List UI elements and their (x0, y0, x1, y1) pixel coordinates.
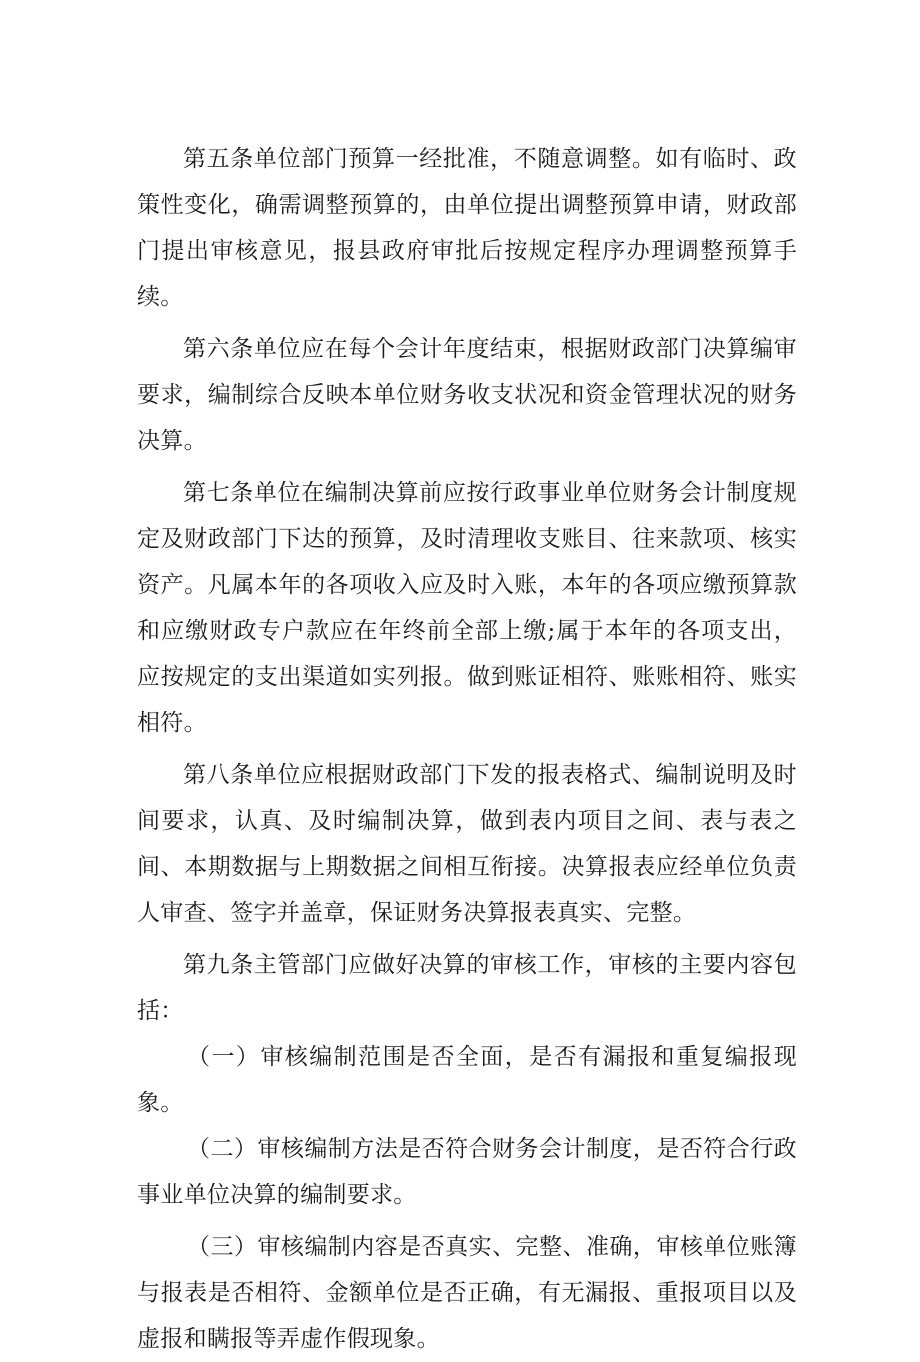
article-8-paragraph: 第八条单位应根据财政部门下发的报表格式、编制说明及时间要求，认真、及时编制决算，做到表内项目之间、表与表之间、本期数据与上期数据之间相互衔接。决算报表应经单位负责人审查、签字并盖章，保证财务决算报表真实、完整。 (137, 762, 797, 926)
article-7-paragraph: 第七条单位在编制决算前应按行政事业单位财务会计制度规定及财政部门下达的预算，及时清理收支账目、往来款项、核实资产。凡属本年的各项收入应及时入账，本年的各项应缴预算款和应缴财政专户款应在年终前全部上缴;属于本年的各项支出，应按规定的支出渠道如实列报。做到账证相符、账账相符、账实相符。 (137, 480, 797, 736)
article-5-paragraph: 第五条单位部门预算一经批准，不随意调整。如有临时、政策性变化，确需调整预算的，由单位提出调整预算申请，财政部门提出审核意见，报县政府审批后按规定程序办理调整预算手续。 (137, 146, 797, 310)
article-9-paragraph: 第九条主管部门应做好决算的审核工作，审核的主要内容包括： (137, 952, 797, 1024)
article-9-item-3: （三）审核编制内容是否真实、完整、准确，审核单位账簿与报表是否相符、金额单位是否正确，有无漏报、重报项目以及虚报和瞒报等弄虚作假现象。 (137, 1234, 797, 1352)
article-9-item-1: （一）审核编制范围是否全面，是否有漏报和重复编报现象。 (137, 1044, 797, 1116)
article-6-paragraph: 第六条单位应在每个会计年度结束，根据财政部门决算编审要求，编制综合反映本单位财务收支状况和资金管理状况的财务决算。 (137, 336, 797, 454)
document-body (137, 136, 797, 1362)
article-9-item-2: （二）审核编制方法是否符合财务会计制度，是否符合行政事业单位决算的编制要求。 (137, 1136, 797, 1208)
